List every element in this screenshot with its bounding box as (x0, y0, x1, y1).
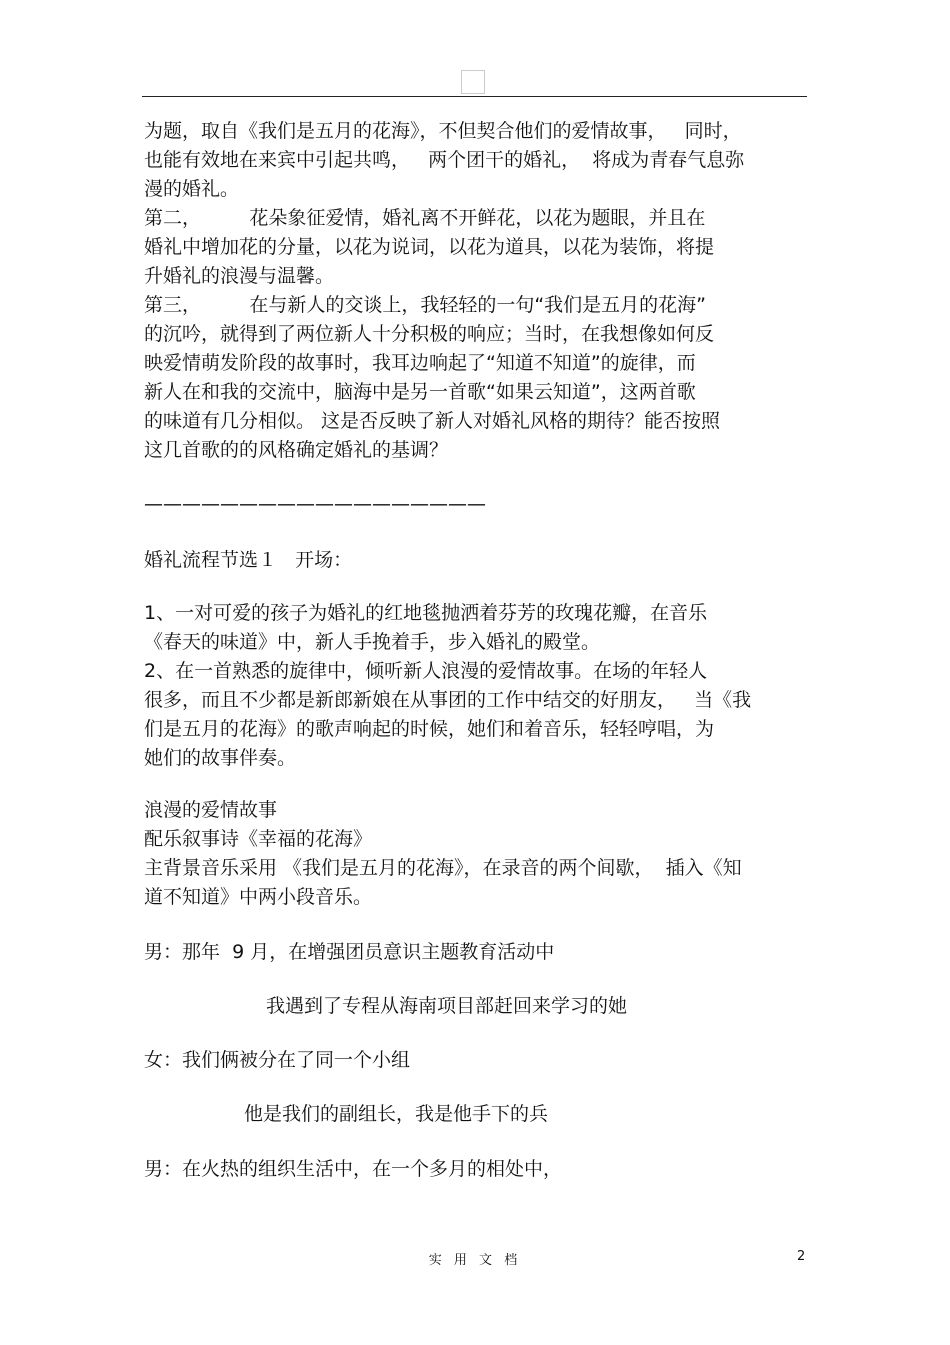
page-number: 2 (797, 1249, 806, 1264)
text-line: 这几首歌的的风格确定婚礼的基调？ (144, 439, 449, 461)
text-line: 很多，而且不少都是新郎新娘在从事团的工作中结交的好朋友， 当《我 (144, 689, 752, 711)
text-line: 为题，取自《我们是五月的花海》，不但契合他们的爱情故事， 同时， (144, 120, 742, 142)
dialogue-line: 他是我们的副组长，我是他手下的兵 (244, 1103, 549, 1125)
header-rule (142, 96, 807, 97)
text-line: 主背景音乐采用 《我们是五月的花海》，在录音的两个间歇， 插入《知 (144, 857, 742, 879)
text-line: 们是五月的花海》的歌声响起的时候，她们和着音乐，轻轻哼唱，为 (144, 718, 715, 740)
text-line: 她们的故事伴奏。 (144, 747, 297, 769)
dialogue-line: 男：那年 9 月，在增强团员意识主题教育活动中 (144, 941, 555, 963)
text-line: 婚礼中增加花的分量，以花为说词，以花为道具，以花为装饰，将提 (144, 236, 715, 258)
text-line: 新人在和我的交流中，脑海中是另一首歌“如果云知道”，这两首歌 (144, 381, 696, 403)
text-line: 映爱情萌发阶段的故事时，我耳边响起了“知道不知道”的旋律，而 (144, 352, 696, 374)
text-line: 漫的婚礼。 (144, 178, 240, 200)
divider-dashes: —————————————————— (144, 493, 486, 515)
dialogue-line: 女：我们俩被分在了同一个小组 (144, 1049, 411, 1071)
section-heading: 婚礼流程节选１ 开场： (144, 549, 353, 571)
dialogue-line: 男：在火热的组织生活中，在一个多月的相处中， (144, 1158, 563, 1180)
text-line: 配乐叙事诗《幸福的花海》 (144, 828, 373, 850)
text-line: 也能有效地在来宾中引起共鸣， 两个团干的婚礼， 将成为青春气息弥 (144, 149, 745, 171)
text-line: 浪漫的爱情故事 (144, 799, 278, 821)
header-box (461, 70, 485, 94)
text-line: 1、一对可爱的孩子为婚礼的红地毯抛洒着芬芳的玫瑰花瓣，在音乐 (144, 602, 708, 624)
text-line: 道不知道》中两小段音乐。 (144, 886, 373, 908)
text-line: 《春天的味道》中，新人手挽着手，步入婚礼的殿堂。 (144, 631, 601, 653)
text-line: 第二， 花朵象征爱情，婚礼离不开鲜花，以花为题眼，并且在 (144, 207, 706, 229)
text-line: 的味道有几分相似。 这是否反映了新人对婚礼风格的期待？能否按照 (144, 410, 721, 432)
text-line: 第三， 在与新人的交谈上，我轻轻的一句“我们是五月的花海” (144, 294, 707, 316)
text-line: 升婚礼的浪漫与温馨。 (144, 265, 335, 287)
dialogue-line: 我遇到了专程从海南项目部赶回来学习的她 (266, 995, 628, 1017)
footer-label: 实 用 文 档 (428, 1253, 522, 1268)
text-line: 2、在一首熟悉的旋律中，倾听新人浪漫的爱情故事。在场的年轻人 (144, 660, 708, 682)
text-line: 的沉吟，就得到了两位新人十分积极的响应；当时，在我想像如何反 (144, 323, 715, 345)
